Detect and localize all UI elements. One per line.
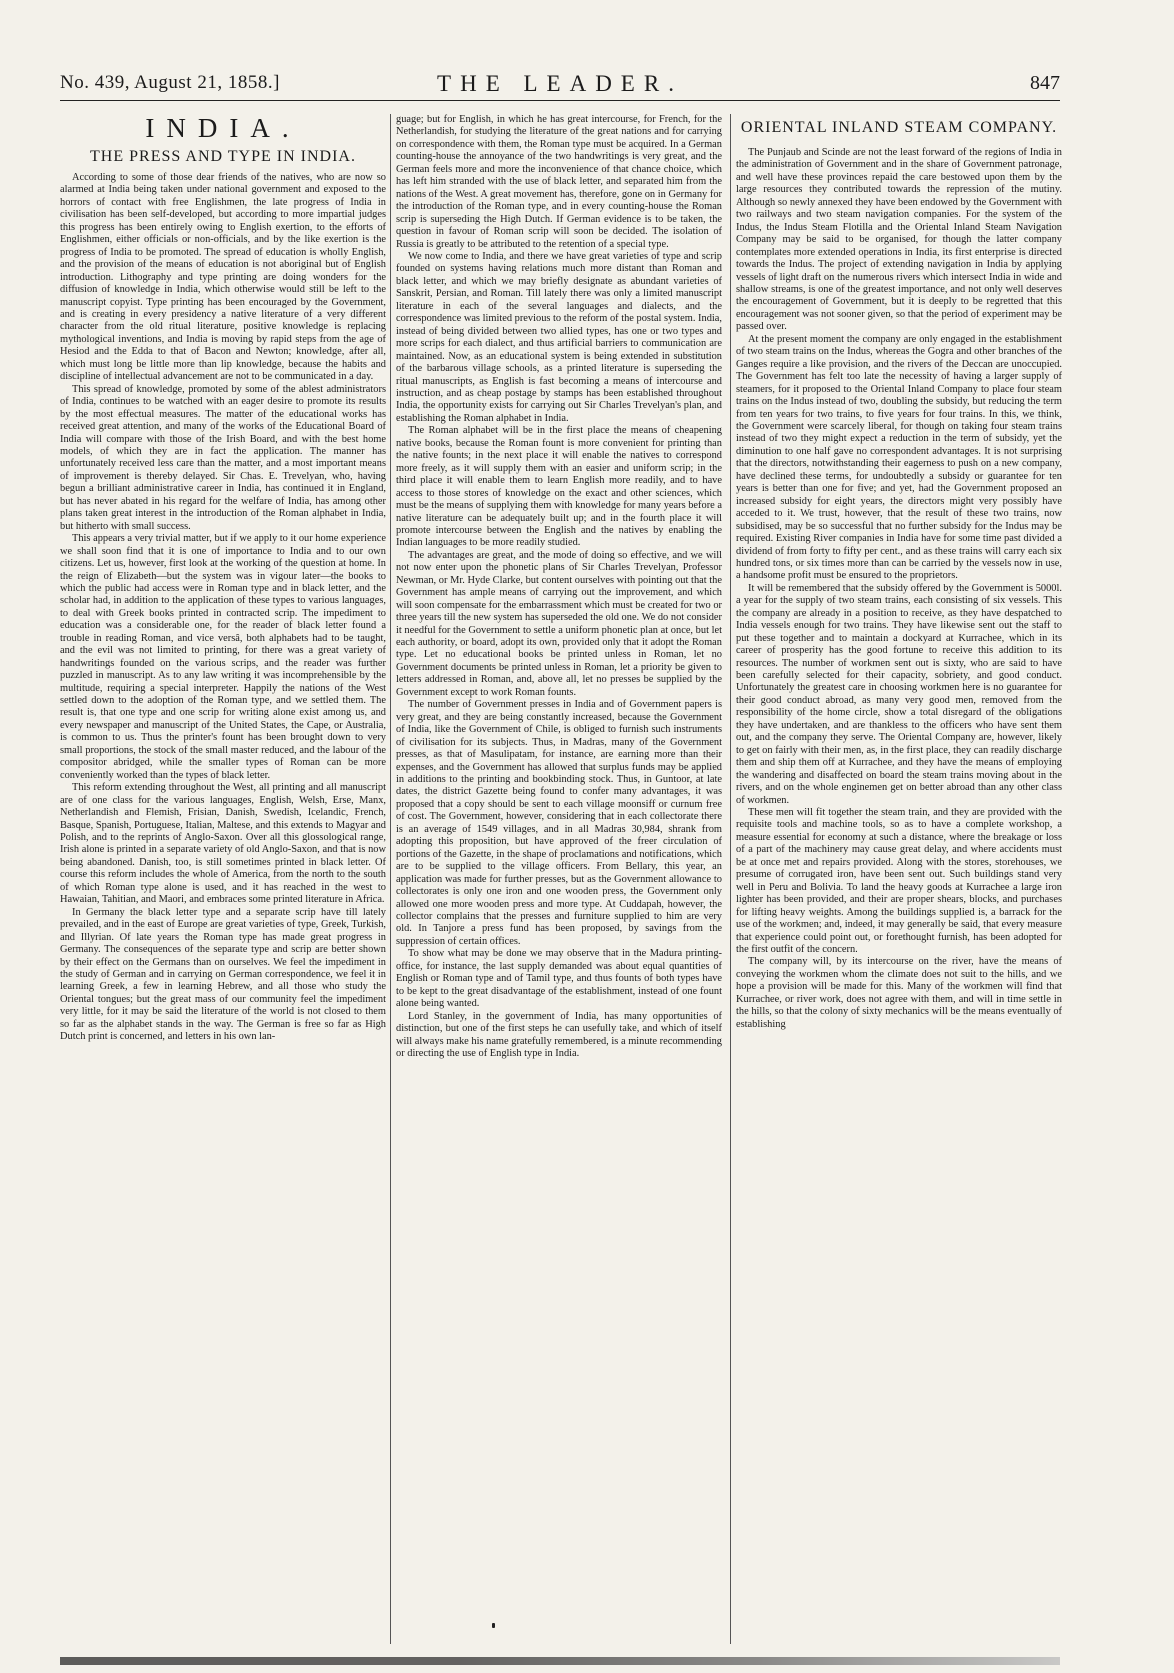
column-3	[736, 114, 1062, 1031]
paragraph: The number of Government presses in India and of Government papers is very great, and they are being constantly increased, because the Government of India, like the Government of Chile, is obliged to furnish such instruments of civilisation for its subjects. Thus, in Madras, many of the Government presses, as that of Masulipatam, for instance, are earning more than their expenses, and the Government has allowed that surplus funds may be applied in additions to the printing and bookbinding stock. Thus, in Guntoor, at late dates, the district Gazette being found to confer many advantages, it was proposed that a copy should be sent to each village moonsiff or curnum free of cost. The Government, however, considering that in each collectorate there is an average of 1549 villages, and in all Madras 30,984, shrank from adopting this proposition, but have approved of the freer circulation of portions of the Gazette, in the shape of proclamations and notifications, which are to be supplied to the village officers. From Bellary, this year, an application was made for further presses, but as the Government allowance to collectorates is only one iron and one wooden press, the Government only allowed one more wooden press and more type. At Cuddapah, however, the collector complains that the presses and furniture supplied to him are very old. In Tanjore a press fund has been proposed, by savings from the suppression of certain offices.	[396, 699, 722, 947]
paragraph: The Punjaub and Scinde are not the least forward of the regions of India in the administration of Government and in the share of Government patronage, and well have these provinces repaid the care bestowed upon them by the large resources they contributed towards the repression of the mutiny. Although so newly annexed they have been endowed by the Government with two railways and two steam navigation companies. For the system of the Indus, the Indus Steam Flotilla and the Oriental Inland Steam Navigation Company may be said to be organised, for though the latter company contemplates more extended operations in India, its first enterprise is directed towards the Indus. The project of extending navigation in India by applying vessels of light draft on the numerous rivers which intersect India in wide and shallow streams, is one of the greatest importance, and not only well deserves the encouragement of Government, but it is deeply to be regretted that this encouragement was not sooner given, so that the period of experiment may be passed over.	[736, 147, 1062, 333]
column-divider	[390, 114, 391, 1644]
paragraph: Lord Stanley, in the government of India, has many opportunities of distinction, but one of the first steps he can usefully take, and which of itself will always make his name gratefully remembered, is a minute recommending or directing the use of English type in India.	[396, 1010, 722, 1059]
paragraph: At the present moment the company are only engaged in the establishment of two steam trains on the Indus, whereas the Gogra and other branches of the Ganges require a like provision, and the rivers of the Deccan are unoccupied. The Government has felt too late the necessity of having a larger supply of steamers, for it proposed to the Oriental Inland Company to place four steam trains on the Indus instead of two, doubling the subsidy, but reducing the term from ten years for two trains, to five years for four trains. In this, we think, the Government were scarcely liberal, for though on taking four steam trains instead of two they might expect a reduction in the term of subsidy, yet the diminution to one half gave no correspondent advantages. It is not surprising that the directors, notwithstanding their eagerness to push on a new company, have declined these terms, for undoubtedly a subsidy or guarantee for ten years is better than one for five; and yet, had the Government proposed an increased subsidy for eight years, the directors might very possibly have acceded to it. We trust, however, that the result of these two trains, now subsidised, may be so successful that no further subsidy for the Indus may be required. Existing River companies in India have for some time past divided a dividend of from forty to fifty per cent., and as these trains will carry each six hundred tons, or six times more than can be carried by the vessels now in use, a handsome profit must be ensured to the proprietors.	[736, 333, 1062, 582]
column-1	[60, 114, 386, 1044]
paragraph: These men will fit together the steam train, and they are provided with the requisite tools and machine tools, so as to have a complete workshop, a measure essential for economy at such a distance, where the breakage or loss of a part of the machinery may cause great delay, and where accidents must be at once met and repairs provided. Along with the stores, storehouses, we presume of corrugated iron, have been sent out. Such buildings stand very well in Peru and Bolivia. To land the heavy goods at Kurrachee a large iron lighter has been provided, and their are proper shears, blocks, and purchases for lifting heavy weights. Among the buildings supplied is, a barrack for the use of the workmen; and, indeed, it may generally be said, that every measure that experience could point out, or forethought furnish, has been adopted for the first outfit of the concern.	[736, 807, 1062, 955]
paragraph: It will be remembered that the subsidy offered by the Government is 5000l. a year for the supply of two steam trains, each consisting of six vessels. This the company are already in a position to receive, as they have despatched to India vessels enough for two trains. They have likewise sent out the staff to put these together and to maintain a dockyard at Kurrachee, which in its career of prosperity has the good fortune to receive this addition to its resources. The number of workmen sent out is sixty, who are said to have been carefully selected for their capacity, sobriety, and good conduct. Unfortunately the greatest care in choosing workmen here is no guarantee for their good conduct abroad, as many very good men, removed from the responsibility of the home circle, show a total disregard of the obligations they have undertaken, and are thankless to the officers who have sent them out, and the company they serve. The Oriental Company are, however, likely to get on fairly with their men, as, in the first place, they can readily discharge them and ship them off at Kurrachee, and they have the means of employing the wandering and disaffected on board the steam trains moving about in the rivers, and on the whole enginemen get on better abroad than any other class of workmen.	[736, 582, 1062, 806]
paragraph: guage; but for English, in which he has great intercourse, for French, for the Netherlandish, for studying the literature of the great nations and for carrying on correspondence with them, the Roman type must be acquired. In a German counting-house the annoyance of the two handwritings is very great, and the German feels more and more the inconvenience of that chance choice, which has left him stranded with the use of black letter, and separated him from the nations of the West. A great movement has, therefore, gone on in Germany for the introduction of the Roman type, and in every counting-house the Roman scrip is superseding the High Dutch. If German evidence is to be taken, the question in favour of Roman scrip will soon be decided. The isolation of Russia is greatly to be attributed to the retention of a special type.	[396, 114, 722, 250]
paragraph: This spread of knowledge, promoted by some of the ablest administrators of India, continues to be watched with an eager desire to promote its results by the most effectual measures. The matter of the educational works has received great attention, and many of the works of the Educational Board of India will compare with those of the Irish Board, and with the best home models, of which they are in fact the application. The manner has unfortunately received less care than the matter, and a most important means of improvement is thereby delayed. Sir Chas. E. Trevelyan, who, having begun a brilliant administrative career in India, has continued it in England, but has never abated in his regard for the welfare of India, has among other plans taken great interest in the introduction of the Roman alphabet in India, but hitherto with small success.	[60, 383, 386, 532]
newspaper-title: THE LEADER.	[437, 71, 683, 96]
paragraph: This reform extending throughout the West, all printing and all manuscript are of one class for the various languages, English, Welsh, Erse, Manx, Netherlandish and Flemish, Frisian, Danish, Swedish, Icelandic, French, Basque, Spanish, Portuguese, Italian, Maltese, and this extends to Magyar and Polish, and to the reprints of Anglo-Saxon. Over all this glossological range, Irish alone is printed in a separate variety of old Anglo-Saxon, and that is now being abandoned. Danish, too, is still sometimes printed in black letter. Of course this reform includes the whole of America, from the north to the south of which Roman type alone is used, and it has reached in the west to Hawaian, Tahitian, and Maori, and embraces some printed literature in Africa.	[60, 782, 386, 906]
column-divider	[730, 114, 731, 1644]
column-2	[396, 114, 722, 1060]
paragraph: We now come to India, and there we have great varieties of type and scrip founded on systems having relations much more distant than Roman and black letter, and which we may briefly designate as abundant varieties of Sanskrit, Persian, and Roman. Till lately there was only a limited manuscript literature in each of the several languages and dialects, and the correspondence was limited previous to the reform of the postal system. India, instead of being divided between two allied types, has one or two types and more scrips for each dialect, and thus artificial barriers to communication are maintained. Now, as an educational system is being extended in substitution of the barbarous village schools, as a printed literature is superseding the ritual manuscripts, as English is fast becoming a means of intercourse and instruction, and as cheap postage by stamps has been established throughout India, the opportunity exists for carrying out Sir Charles Trevelyan's plan, and establishing the Roman alphabet in India.	[396, 250, 722, 424]
issue-date: No. 439, August 21, 1858.]	[60, 72, 280, 93]
paragraph: The Roman alphabet will be in the first place the means of cheapening native books, because the Roman fount is more convenient for printing than the native founts; in the next place it will enable the natives to correspond more freely, as it will supply them with an easier and uniform scrip; in the third place it will enable them to learn English more readily, and to have access to those stores of knowledge on the exact and other sciences, which must be the means of supplying them with knowledge for many years before a native literature can be adequately built up; and in the fourth place it will promote intercourse between the English and the natives by enabling the Indian languages to be more readily studied.	[396, 425, 722, 549]
paragraph: The company will, by its intercourse on the river, have the means of conveying the workmen whom the climate does not suit to the hills, and we hope a provision will be made for this. Many of the workmen will find that Kurrachee, or river work, does not agree with them, and will in time settle in the hills, so that the colony of sixty mechanics will be the means eventually of establishing	[736, 956, 1062, 1030]
paragraph: According to some of those dear friends of the natives, who are now so alarmed at India being taken under national government and exposed to the horrors of contact with free Englishmen, the late progress of India in civilisation has been self-developed, but according to more impartial judges this progress has been entirely owing to English exertion, to the efforts of Englishmen, either officials or non-officials, and by the like exertion is the progress of India to be promoted. The spread of education is wholly English, and the provision of the means of education is not aboriginal but of English introduction. Lithography and type printing are doing wonders for the diffusion of knowledge in India, which otherwise would still be left to the manuscript copyist. Type printing has been encouraged by the Government, and is creating in every presidency a native literature of a very different character from the old ritual literature, positive knowledge is replacing mythological inventions, and India is moving by rapid steps from the age of Hesiod and the Edda to that of Bacon and Newton; knowledge, after all, which must long be little more than lip knowledge, because the habits and discipline of intellectual advancement are not to be communicated in a day.	[60, 172, 386, 383]
paragraph: This appears a very trivial matter, but if we apply to it our home experience we shall soon find that it is one of importance to India and to our own citizens. Let us, however, first look at the working of the question at home. In the reign of Elizabeth—but the system was in vigour later—the books to which the public had access were in Roman type and in black letter, and the scholar had, in addition to the application of these types to various languages, to deal with Greek books printed in contracted scrip. The impediment to education was a considerable one, for the reader of black letter found a trouble in reading Roman, and vice versâ, both alphabets had to be taught, and the evil was not limited to printing, for there was a great variety of handwritings founded on the various scrips, and the reader was further puzzled in manuscript. As to any law writing it was incomprehensible by the multitude, requiring a special interpreter. Happily the nations of the West settled down to the adoption of the Roman type, and we settled them. The result is, that one type and one scrip for writing alone exist among us, and every newspaper and manuscript of the United States, the Cape, or Australia, is common to us. Thus the printer's fount has been brought down to very small proportions, the stock of the small master reduced, and the labour of the compositor abridged, while the smaller types of Roman can be more conveniently worked than the types of black letter.	[60, 533, 386, 781]
header-rule	[60, 100, 1060, 101]
scan-edge-smear	[60, 1657, 1060, 1665]
article-title: THE PRESS AND TYPE IN INDIA.	[90, 148, 356, 165]
section-title: INDIA.	[145, 113, 301, 143]
paragraph: To show what may be done we may observe that in the Madura printing-office, for instance, the last supply demanded was about equal quantities of English or Roman type and of Tamil type, and thus founts of both types have to be kept to the great disadvantage of the establishment, instead of one fount alone being wanted.	[396, 948, 722, 1010]
paragraph: In Germany the black letter type and a separate scrip have till lately prevailed, and in the east of Europe are great varieties of type, Greek, Turkish, and Illyrian. Of late years the Roman type has made great progress in Germany. The consequences of the separate type and scrip are better shown by their effect on the Germans than on ourselves. We feel the impediment in the study of German and in carrying on German correspondence, we feel it in learning Greek, a few in learning Hebrew, and all those who study the Oriental tongues; but the great mass of our community feel the impediment very little, for it may be said the literature of the world is not closed to them so far as the alphabet stands in the way. The German is free so far as High Dutch print is concerned, and letters in his own lan-	[60, 906, 386, 1043]
paragraph: The advantages are great, and the mode of doing so effective, and we will not now enter upon the phonetic plans of Sir Charles Trevelyan, Professor Newman, or Mr. Hyde Clarke, but content ourselves with pointing out that the Government has ample means of carrying out the improvement, and which will soon compensate for the embarrassment which must be created for two or three years till the new system has superseded the old one. We do not consider it needful for the Government to settle a uniform phonetic plan at once, but let each authority, or board, adopt its own, provided only that it adopt the Roman type. Let no educational books be printed unless in Roman, let no Government documents be printed unless in Roman, let a priority be given to letters addressed in Roman, and, above all, let no presses be supplied by the Government except to work Roman founts.	[396, 549, 722, 698]
article-title: ORIENTAL INLAND STEAM COMPANY.	[740, 119, 1058, 136]
ink-speck	[492, 1623, 495, 1628]
page-number: 847	[1030, 72, 1060, 94]
